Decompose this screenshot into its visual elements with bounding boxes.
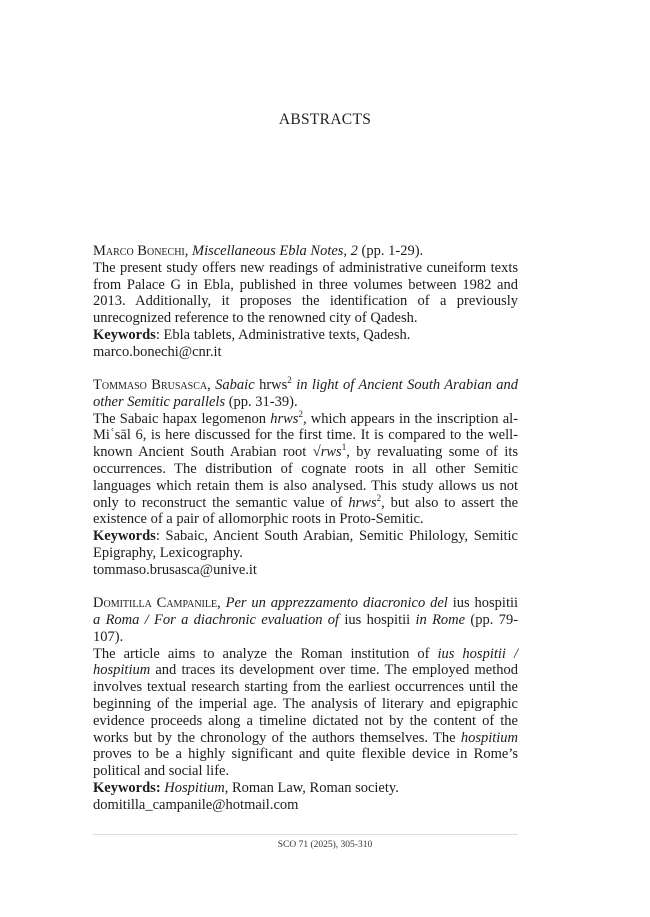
abstract-superscript: 2 bbox=[376, 492, 382, 503]
page-footer: SCO 71 (2025), 305-310 bbox=[277, 840, 373, 850]
abstract-segment: proves to be a highly significant and quite flexible device in Rome’s political and social life. bbox=[93, 746, 518, 780]
keywords-text: , Roman Law, Roman society. bbox=[224, 779, 399, 796]
article-title-part: a Roma / For a diachronic evaluation of bbox=[93, 611, 340, 628]
page-range: (pp. 1-29). bbox=[361, 243, 424, 259]
author-name: Marco Bonechi bbox=[93, 243, 185, 259]
abstract-segment: , which appears in the inscription al-Miʿsāl 6, is here discussed for the first time. It is compared to the well-known Ancient South Arabian root √ bbox=[93, 410, 519, 461]
keywords-line bbox=[93, 780, 518, 797]
author-email: domitilla_campanile@hotmail.com bbox=[93, 796, 299, 813]
abstracts-list bbox=[93, 243, 518, 830]
article-title-superscript: 2 bbox=[287, 375, 292, 386]
abstract-segment: The article aims to analyze the Roman institution of bbox=[93, 645, 430, 662]
abstract-text bbox=[93, 408, 519, 529]
abstract-superscript: 2 bbox=[298, 408, 303, 419]
author-email: tommaso.brusasca@unive.it bbox=[93, 561, 257, 578]
abstract-segment: and traces its development over time. The employed method involves textual research starting from the earliest occurrences until the beginning of the imperial age. The analysis of literary and epigraphic evidence proceeds along a timeline dictated not by the content of the works but by the chronology of the authors themselves. The bbox=[93, 662, 519, 746]
page-title: ABSTRACTS bbox=[278, 111, 372, 128]
abstract-segment: , by revaluating some of its occurrences. The distribution of cognate roots in all other Semitic languages which retain them is also analysed. This study allows us not only to reconstruct the semantic value of bbox=[93, 444, 518, 511]
author-name: Domitilla Campanile bbox=[93, 595, 218, 612]
abstract-entry bbox=[93, 243, 518, 361]
abstract-superscript: 1 bbox=[341, 442, 347, 453]
article-title-part: in Rome bbox=[415, 611, 466, 628]
abstract-segment: , but also to assert the existence of a pair of allomorphic roots in Proto-Semitic. bbox=[93, 494, 519, 528]
abstract-term: hrws bbox=[348, 494, 377, 511]
article-title: Miscellaneous Ebla Notes, 2 bbox=[192, 243, 358, 259]
article-title-term: hrws bbox=[259, 377, 288, 394]
keywords-label: Keywords: bbox=[93, 779, 161, 796]
article-title-part: in light of Ancient South Arabian and other Semitic parallels bbox=[93, 377, 519, 410]
author-email: marco.bonechi@cnr.it bbox=[93, 343, 222, 360]
keywords-label: Keywords bbox=[93, 528, 156, 545]
keywords-line: Keywords: Ebla tablets, Administrative texts, Qadesh. bbox=[93, 326, 411, 343]
keywords-text: Sabaic, Ancient South Arabian, Semitic Philology, Semitic Epigraphy, Lexicography. bbox=[93, 528, 518, 562]
abstract-text: The present study offers new readings of administrative cuneiform texts from Palace G in Ebla, published in three volumes between 1982 and 2013. Additionally, it proposes the identification of a previously unrecognized reference to the renowned city of Qadesh. bbox=[93, 259, 518, 327]
entry-heading: Marco Bonechi, Miscellaneous Ebla Notes, 2 (pp. 1-29). bbox=[93, 243, 424, 259]
entry-heading: Domitilla Campanile, Per un apprezzamento diacronico del ius hospitii a Roma / For a diachronic evaluation of ius hospitii in Rome (pp. 79-107). bbox=[93, 595, 519, 645]
keywords-term: Hospitium bbox=[164, 779, 225, 796]
author-name: Tommaso Brusasca bbox=[93, 377, 208, 394]
article-title-term: ius hospitii bbox=[452, 595, 519, 612]
abstract-term: ius hospitii / hospitium bbox=[93, 645, 518, 679]
keywords-label: Keywords bbox=[93, 326, 156, 343]
footer-divider bbox=[93, 834, 518, 835]
abstract-term: rws bbox=[320, 444, 342, 461]
abstract-segment: The Sabaic hapax legomenon bbox=[93, 410, 266, 427]
entry-heading: Tommaso Brusasca, Sabaic hrws$^2$ in light of Ancient South Arabian and other Semitic parallels (pp. 31-39). bbox=[93, 375, 519, 410]
page-range: (pp. 79-107). bbox=[93, 611, 519, 645]
page-range: (pp. 31-39). bbox=[228, 393, 298, 410]
abstract-term: hrws bbox=[270, 410, 299, 427]
article-title-part: Per un apprezzamento diacronico del bbox=[225, 595, 448, 612]
article-title-part: Sabaic bbox=[215, 377, 255, 394]
article-title-term: ius hospitii bbox=[344, 611, 411, 628]
abstract-entry bbox=[93, 377, 518, 579]
abstract-entry bbox=[93, 595, 518, 813]
abstract-term: hospitium bbox=[460, 729, 519, 746]
keywords-line: Keywords: Sabaic, Ancient South Arabian, Semitic Philology, Semitic Epigraphy, Lexicography. bbox=[93, 528, 518, 562]
keywords-text: Ebla tablets, Administrative texts, Qadesh. bbox=[163, 326, 411, 343]
abstract-text bbox=[93, 646, 518, 780]
